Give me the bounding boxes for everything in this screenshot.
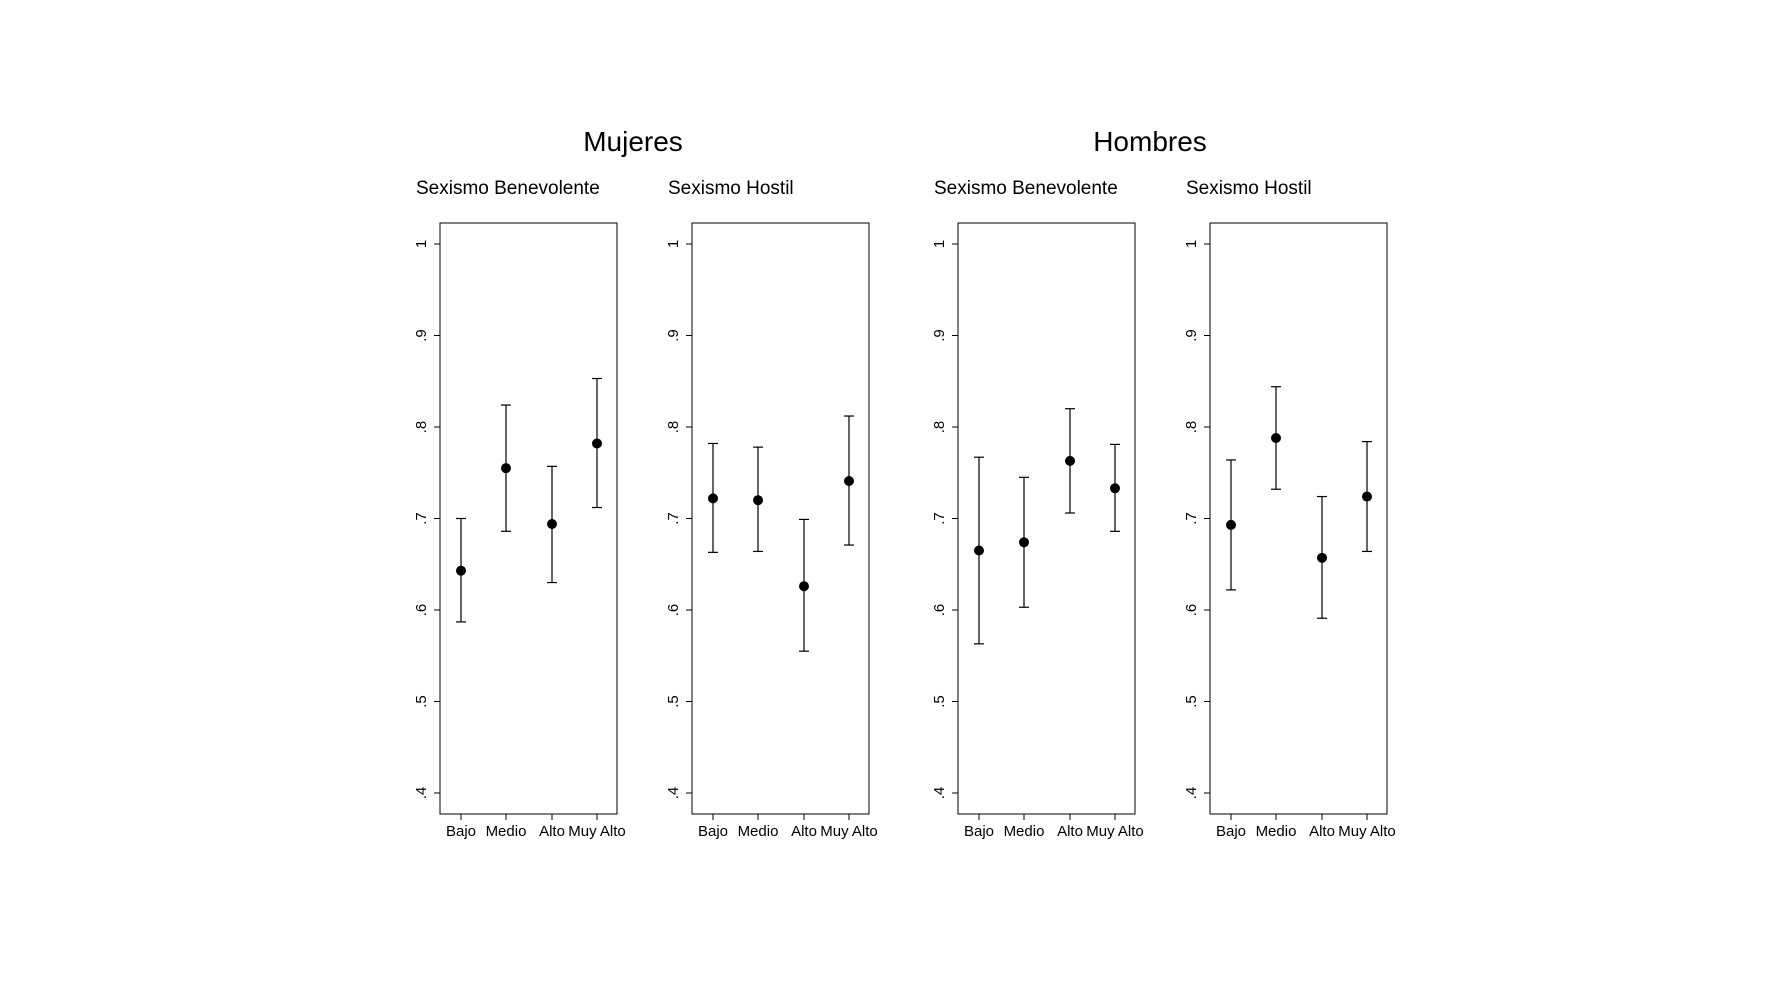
x-tick-label: Bajo [445, 823, 477, 840]
x-tick-label: Alto [539, 823, 565, 840]
panel-4 [1183, 178, 1396, 840]
y-tick-label: .5 [413, 695, 430, 708]
y-tick-label: .6 [931, 603, 948, 617]
panel-title: Sexismo Benevolente [416, 178, 600, 199]
y-tick-label: 1 [665, 239, 682, 249]
plot-frame [440, 223, 617, 814]
data-point [1065, 456, 1075, 466]
y-tick-label: .4 [1183, 786, 1200, 800]
group-title-hombres: Hombres [1093, 126, 1207, 157]
data-point [456, 566, 466, 576]
x-tick-label: Medio [1003, 823, 1045, 840]
data-point [753, 495, 763, 505]
plot-frame [692, 223, 869, 814]
y-tick-label: .6 [413, 603, 430, 617]
x-tick-label: Medio [737, 823, 779, 840]
y-tick-label: .8 [931, 420, 948, 434]
y-tick-label: .5 [931, 695, 948, 708]
x-tick-label: Alto [791, 823, 817, 840]
y-tick-label: .5 [665, 695, 682, 708]
data-point [708, 493, 718, 503]
data-point [1226, 520, 1236, 530]
x-tick-label: Medio [485, 823, 527, 840]
x-tick-label: Muy Alto [1338, 823, 1396, 840]
y-tick-label: .7 [413, 512, 430, 525]
panel-1 [413, 178, 626, 840]
y-tick-label: 1 [931, 239, 948, 249]
y-tick-label: .8 [413, 420, 430, 434]
y-tick-label: .7 [931, 512, 948, 525]
data-point [1362, 492, 1372, 502]
data-point [501, 463, 511, 473]
y-tick-label: 1 [413, 239, 430, 249]
y-tick-label: 1 [1183, 239, 1200, 249]
x-tick-label: Alto [1309, 823, 1335, 840]
y-tick-label: .7 [1183, 512, 1200, 525]
x-tick-label: Bajo [963, 823, 995, 840]
x-tick-label: Muy Alto [1086, 823, 1144, 840]
data-point [799, 581, 809, 591]
y-tick-label: .4 [665, 786, 682, 800]
y-tick-label: .4 [413, 786, 430, 800]
data-point [1271, 433, 1281, 443]
data-point [974, 546, 984, 556]
x-tick-label: Bajo [1215, 823, 1247, 840]
data-point [1019, 537, 1029, 547]
panel-title: Sexismo Hostil [668, 178, 794, 199]
y-tick-label: .9 [665, 329, 682, 342]
panel-2 [665, 178, 878, 840]
plot-frame [1210, 223, 1387, 814]
data-point [592, 438, 602, 448]
panel-title: Sexismo Benevolente [934, 178, 1118, 199]
panel-title: Sexismo Hostil [1186, 178, 1312, 199]
y-tick-label: .5 [1183, 695, 1200, 708]
panels [413, 178, 1396, 840]
x-tick-label: Bajo [697, 823, 729, 840]
group-title-mujeres: Mujeres [583, 126, 683, 157]
y-tick-label: .7 [665, 512, 682, 525]
panel-3 [931, 178, 1144, 840]
x-tick-label: Alto [1057, 823, 1083, 840]
plot-frame [958, 223, 1135, 814]
y-tick-label: .6 [1183, 603, 1200, 617]
data-point [1110, 483, 1120, 493]
y-tick-label: .9 [1183, 329, 1200, 342]
y-tick-label: .9 [413, 329, 430, 342]
data-point [1317, 553, 1327, 563]
y-tick-label: .6 [665, 603, 682, 617]
data-point [547, 519, 557, 529]
x-tick-label: Muy Alto [820, 823, 878, 840]
data-point [844, 476, 854, 486]
x-tick-label: Muy Alto [568, 823, 626, 840]
x-tick-label: Medio [1255, 823, 1297, 840]
y-tick-label: .9 [931, 329, 948, 342]
y-tick-label: .8 [1183, 420, 1200, 434]
y-tick-label: .4 [931, 786, 948, 800]
y-tick-label: .8 [665, 420, 682, 434]
